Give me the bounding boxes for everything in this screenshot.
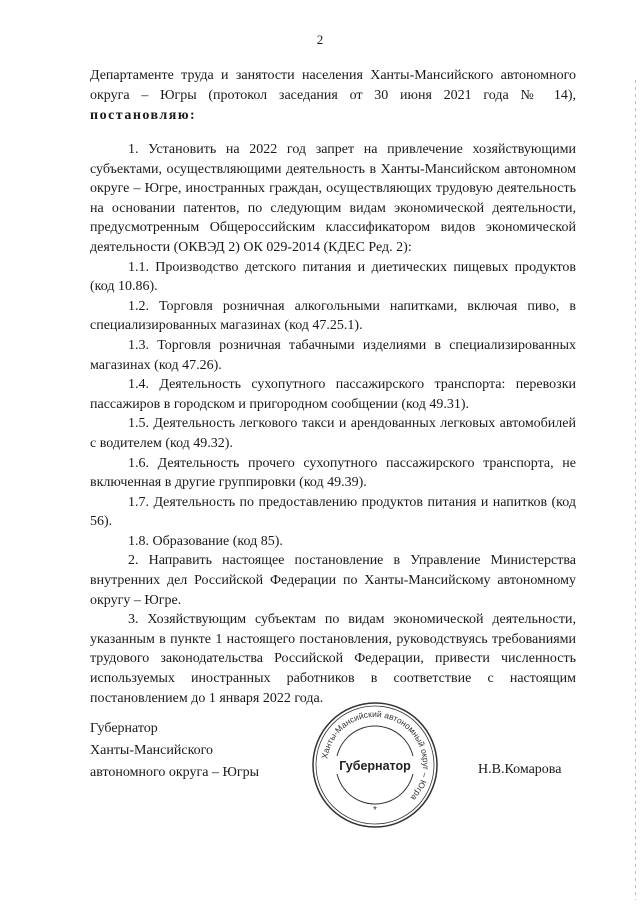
- seal-star: *: [373, 805, 377, 816]
- seal-center-text: Губернатор: [339, 759, 411, 773]
- scan-edge-line: [635, 80, 636, 900]
- clause: 1.1. Производство детского питания и диетических пищевых продуктов (код 10.86).: [90, 259, 576, 295]
- clauses-list: [90, 140, 576, 708]
- clause: 1.8. Образование (код 85).: [128, 533, 283, 549]
- clause: 1.7. Деятельность по предоставлению продуктов питания и напитков (код 56).: [90, 494, 576, 530]
- clause: 1.4. Деятельность сухопутного пассажирского транспорта: перевозки пассажиров в городском и пригородном сообщении (код 49.31).: [90, 377, 576, 412]
- page-number: 2: [316, 32, 324, 47]
- seal-ring-text: Ханты-Мансийский автономный округ – Югра: [319, 708, 432, 803]
- signer-title-line: Ханты-Мансийского: [90, 743, 214, 758]
- signer-name: Н.В.Комарова: [478, 762, 562, 777]
- clause: 1. Установить на 2022 год запрет на привлечение хозяйствующими субъектами, осуществляющими деятельность в Ханты-Мансийском автономном округе – Югре, иностранных граждан, осуществляющих трудовую деятельность на основании патентов, по следующим видам экономической деятельности, предусмотренным Общероссийским классификатором видов экономической деятельности (ОКВЭД 2) ОК 029-2014 (КДЕС Ред. 2):: [90, 142, 576, 255]
- clause: 1.6. Деятельность прочего сухопутного пассажирского транспорта, не включенная в другие группировки (код 49.39).: [90, 455, 576, 491]
- clause: 1.2. Торговля розничная алкогольными напитками, включая пиво, в специализированных магазинах (код 47.25.1).: [90, 298, 576, 334]
- clause: 1.3. Торговля розничная табачными изделиями в специализированных магазинах (код 47.26).: [90, 337, 576, 373]
- signature-block: [90, 718, 259, 784]
- decree-word: постановляю:: [90, 108, 197, 123]
- clause: 1.5. Деятельность легкового такси и арендованных легковых автомобилей с водителем (код 49.32).: [90, 416, 576, 451]
- clause: 3. Хозяйствующим субъектам по видам экономической деятельности, указанным в пункте 1 настоящего постановления, руководствуясь требованиями трудового законодательства Российской Федерации, привести численность используемых иностранных работников в соответствие с настоящим постановлением до 1 января 2022 года.: [90, 612, 576, 706]
- clause: 2. Направить настоящее постановление в Управление Министерства внутренних дел Российской Федерации по Ханты-Мансийскому автономному округу – Югре.: [90, 553, 576, 608]
- official-seal: [310, 700, 440, 830]
- signer-title-line: автономного округа – Югры: [90, 765, 259, 780]
- intro-paragraph: [90, 66, 576, 126]
- intro-text: Департаменте труда и занятости населения Ханты-Мансийского автономного округа – Югры (протокол заседания от 30 июня 2021 года № 14),: [90, 68, 576, 103]
- signer-title-line: Губернатор: [90, 721, 158, 736]
